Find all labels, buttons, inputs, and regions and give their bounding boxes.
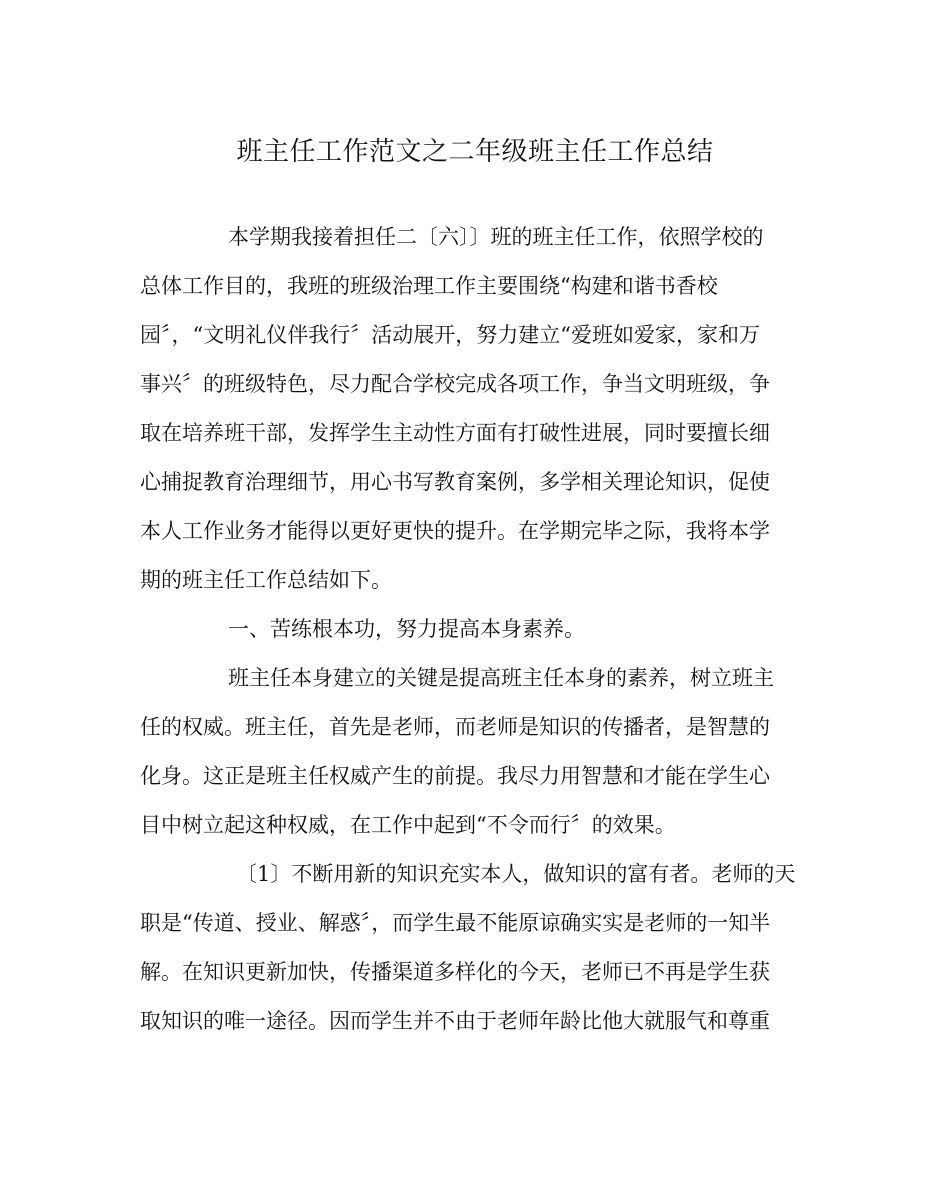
paragraph-line: 〔1〕不断用新的知识充实本人，做知识的富有者。老师的天: [236, 862, 796, 886]
paragraph-line: 职是“传道、授业、解惑〞，而学生最不能原谅确实实是老师的一知半: [140, 911, 771, 935]
paragraph-line: 解。在知识更新加快，传播渠道多样化的今天，老师已不再是学生获: [140, 960, 770, 984]
paragraph-line: 取在培养班干部，发挥学生主动性方面有打破性进展，同时要擅长细: [140, 421, 770, 445]
document-title: 班主任工作范文之二年级班主任工作总结: [236, 137, 714, 167]
paragraph-line: 目中树立起这种权威，在工作中起到“不令而行〞的效果。: [140, 813, 676, 837]
paragraph-line: 班主任本身建立的关键是提高班主任本身的素养，树立班主: [228, 666, 774, 690]
paragraph-line: 本学期我接着担任二〔六〕〕班的班主任工作，依照学校的: [228, 225, 764, 249]
section-heading: 一、苦练根本功，努力提高本身素养。: [228, 617, 585, 641]
paragraph-line: 取知识的唯一途径。因而学生并不由于老师年龄比他大就服气和尊重: [140, 1009, 770, 1033]
paragraph-line: 园〞，“文明礼仪伴我行〞活动展开，努力建立“爱班如爱家，家和万: [140, 323, 760, 347]
paragraph-line: 心捕捉教育治理细节，用心书写教育案例，多学相关理论知识，促使: [140, 470, 770, 494]
paragraph-line: 期的班主任工作总结如下。: [140, 568, 392, 592]
paragraph-line: 本人工作业务才能得以更好更快的提升。在学期完毕之际，我将本学: [140, 519, 770, 543]
paragraph-line: 事兴〞的班级特色，尽力配合学校完成各项工作，争当文明班级，争: [140, 372, 770, 396]
paragraph-line: 总体工作目的，我班的班级治理工作主要围绕“构建和谐书香校: [140, 274, 718, 298]
paragraph-line: 任的权威。班主任，首先是老师，而老师是知识的传播者，是智慧的: [140, 715, 770, 739]
paragraph-line: 化身。这正是班主任权威产生的前提。我尽力用智慧和才能在学生心: [140, 764, 770, 788]
